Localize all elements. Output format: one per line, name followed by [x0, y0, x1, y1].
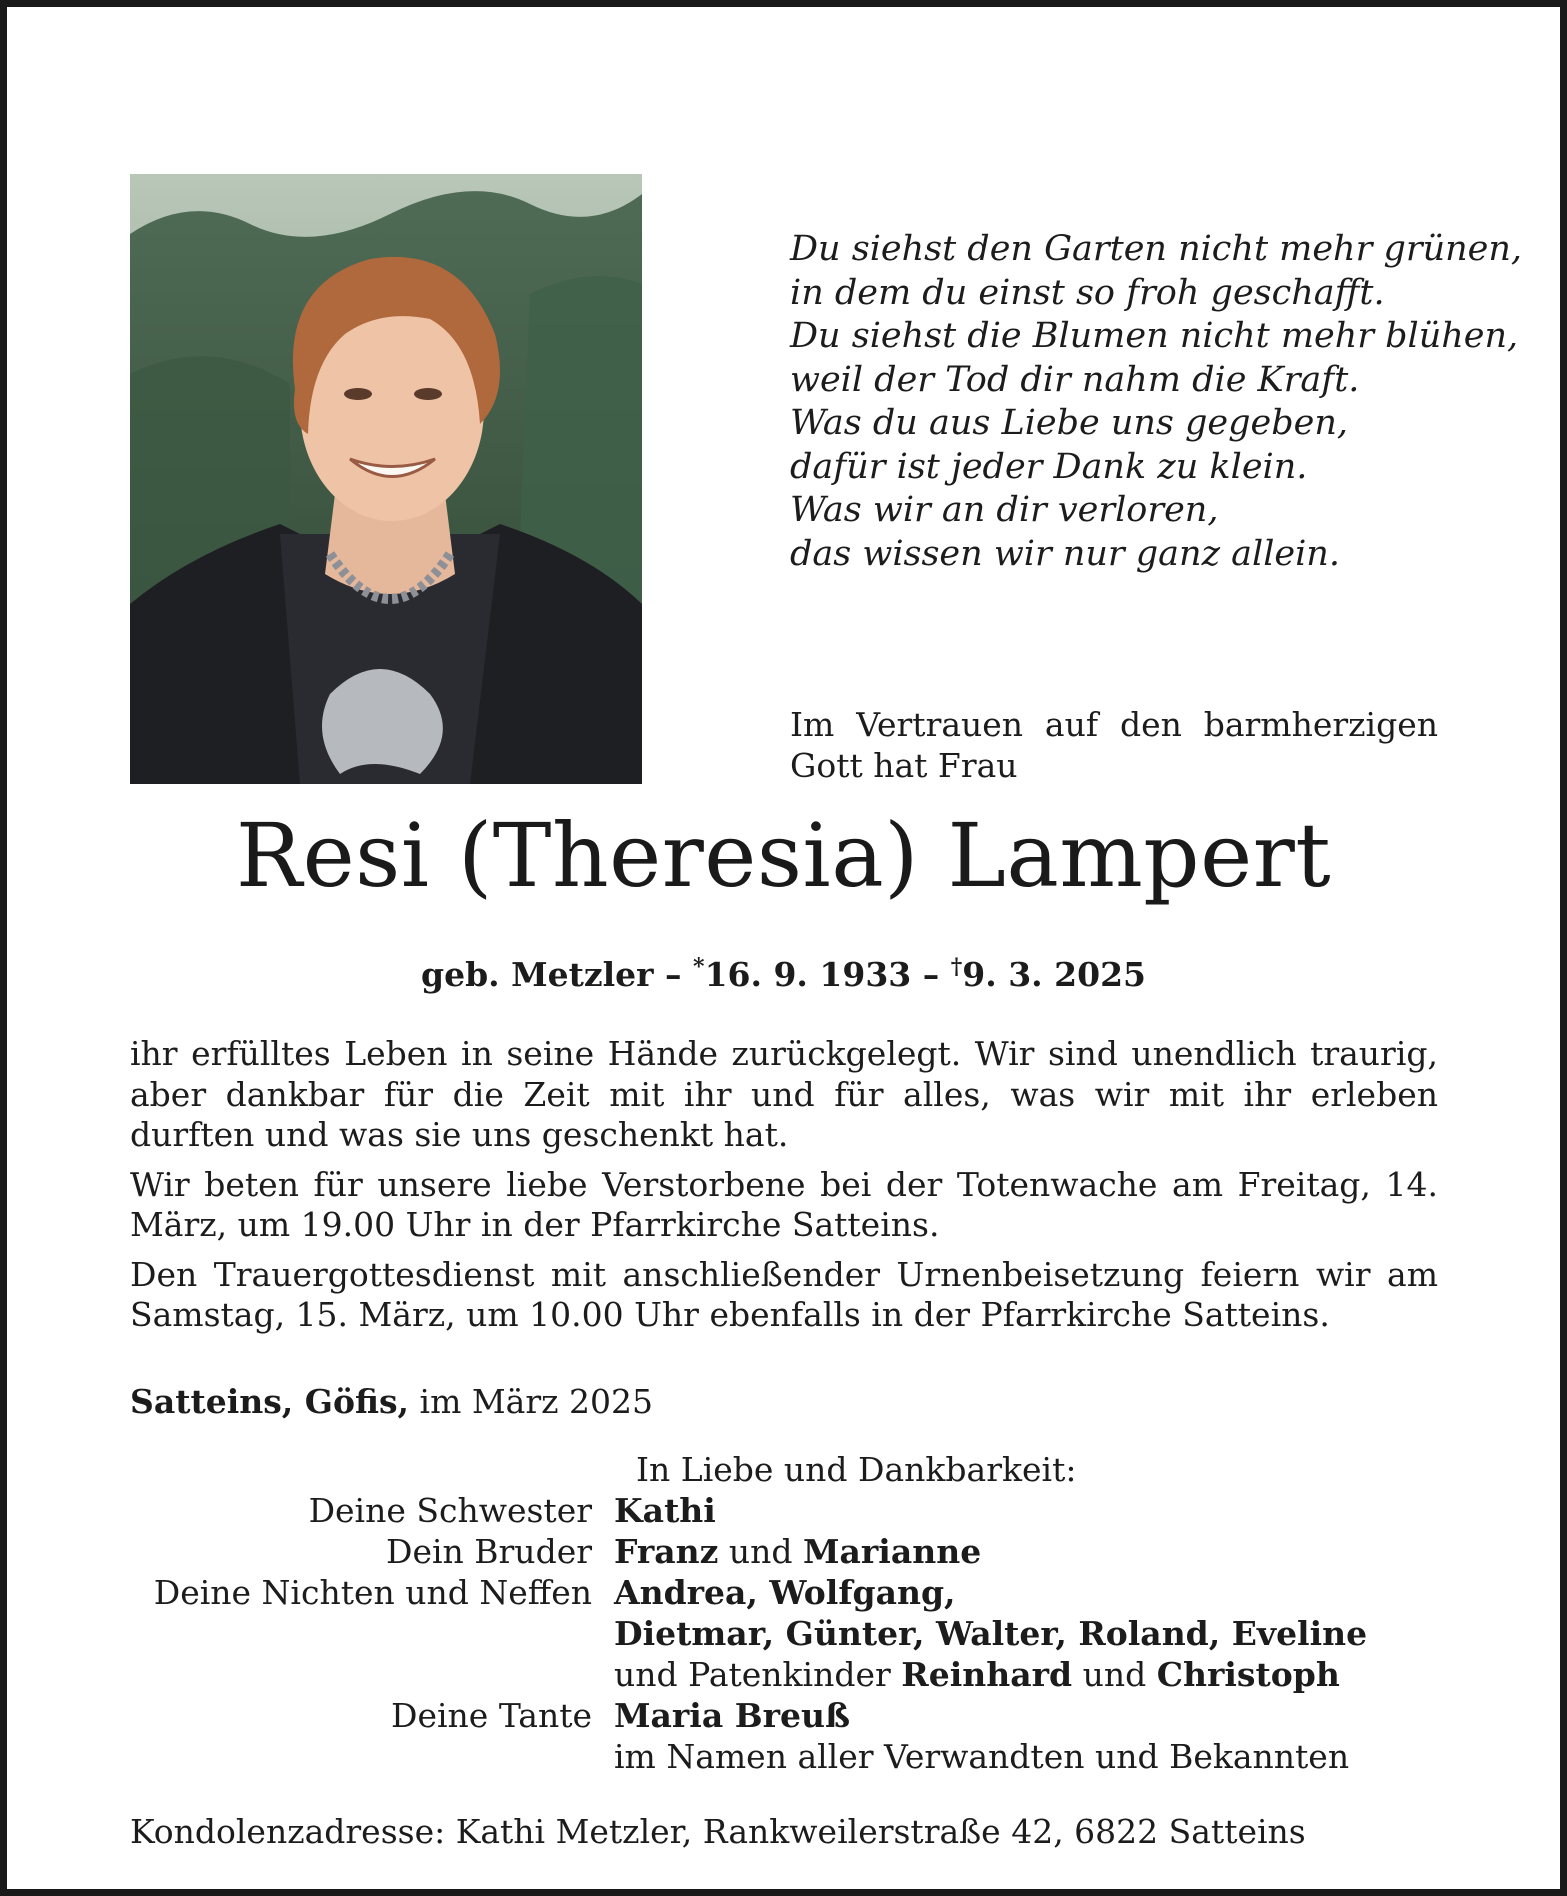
godchildren-label: und Patenkinder	[614, 1655, 891, 1694]
death-symbol: †	[950, 954, 963, 980]
relation-label: Deine Tante	[391, 1696, 592, 1735]
family-name: Maria Breuß	[614, 1696, 851, 1735]
portrait-photo	[130, 174, 642, 784]
deceased-name: Resi (Theresia) Lampert	[235, 804, 1332, 907]
poem-line: in dem du einst so froh geschafft.	[790, 272, 1385, 313]
thanks-heading: In Liebe und Dankbarkeit:	[636, 1450, 1077, 1489]
notice-date: im März 2025	[419, 1382, 653, 1421]
family-name: Dietmar, Günter, Walter, Roland, Eveline	[614, 1614, 1368, 1653]
poem-line: das wissen wir nur ganz allein.	[790, 533, 1340, 574]
family-row	[130, 1531, 1450, 1572]
family-name: Andrea, Wolfgang,	[614, 1573, 956, 1612]
body-paragraph: ihr erfülltes Leben in seine Hände zurückgelegt. Wir sind unendlich traurig, aber dankbar für die Zeit mit ihr und für alles, was wir mit ihr erleben durften und was sie uns geschenkt hat.	[130, 1034, 1438, 1154]
notice-body	[130, 1034, 1438, 1345]
condolence-address: Kondolenzadresse: Kathi Metzler, Rankweilerstraße 42, 6822 Satteins	[130, 1812, 1306, 1851]
birth-symbol: *	[693, 954, 705, 980]
family-row	[130, 1572, 1450, 1613]
body-paragraph: Den Trauergottesdienst mit anschließender Urnenbeisetzung feiern wir am Samstag, 15. März, um 10.00 Uhr ebenfalls in der Pfarrkirche Satteins.	[130, 1254, 1438, 1334]
conjunction: und	[728, 1532, 793, 1571]
family-row	[130, 1654, 1450, 1695]
poem-line: Was du aus Liebe uns gegeben,	[790, 403, 1349, 443]
poem-line: Du siehst die Blumen nicht mehr blühen,	[790, 316, 1519, 356]
poem-line: dafür ist jeder Dank zu klein.	[790, 446, 1308, 487]
place-and-date	[130, 1382, 653, 1422]
body-paragraph: Wir beten für unsere liebe Verstorbene bei der Totenwache am Freitag, 14. März, um 19.00 Uhr in der Pfarrkirche Satteins.	[130, 1164, 1438, 1244]
closing-line: im Namen aller Verwandten und Bekannten	[614, 1737, 1350, 1776]
place-towns: Satteins, Göfis,	[130, 1382, 410, 1421]
family-name: Marianne	[803, 1532, 982, 1571]
intro-text: Im Vertrauen auf den barmherzigen Gott hat Frau	[790, 705, 1438, 785]
family-name: Kathi	[614, 1491, 716, 1530]
maiden-name: geb. Metzler	[421, 955, 654, 994]
family-row	[130, 1695, 1450, 1736]
poem-line: Du siehst den Garten nicht mehr grünen,	[790, 229, 1523, 269]
poem-line: weil der Tod dir nahm die Kraft.	[790, 359, 1360, 400]
family-name: Reinhard	[901, 1655, 1073, 1694]
family-row	[130, 1736, 1450, 1777]
relation-label: Dein Bruder	[386, 1532, 592, 1571]
relation-label: Deine Nichten und Neffen	[153, 1573, 592, 1612]
memorial-poem	[790, 228, 1523, 576]
family-name: Franz	[614, 1532, 719, 1571]
family-name: Christoph	[1156, 1655, 1340, 1694]
death-date: 9. 3. 2025	[962, 955, 1146, 994]
family-row	[130, 1490, 1450, 1531]
conjunction: und	[1082, 1655, 1147, 1694]
family-list	[130, 1490, 1450, 1777]
separator: –	[665, 955, 682, 994]
poem-line: Was wir an dir verloren,	[790, 490, 1219, 530]
life-dates	[0, 947, 1567, 995]
separator: –	[922, 955, 940, 994]
relation-label: Deine Schwester	[308, 1491, 592, 1530]
birth-date: 16. 9. 1933	[704, 955, 912, 994]
family-row	[130, 1613, 1450, 1654]
